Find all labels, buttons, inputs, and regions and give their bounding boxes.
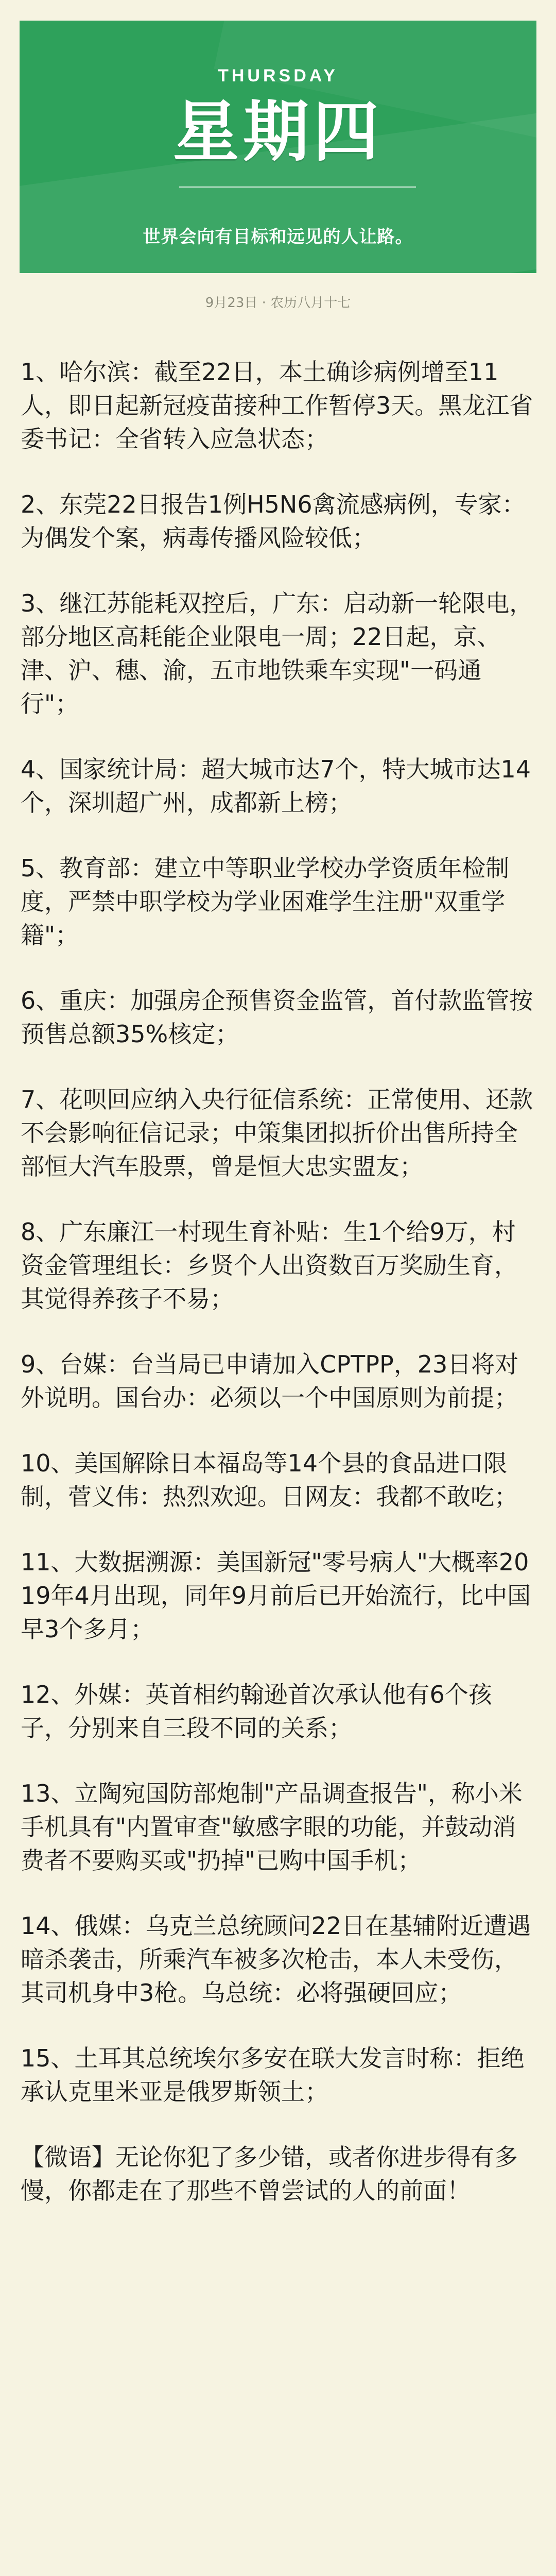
news-item-4: 4、国家统计局：超大城市达7个，特大城市达14个，深圳超广州，成都新上榜； [21,755,531,817]
slogan: 世界会向有目标和远见的人让路。 [143,227,413,247]
news-item-6: 6、重庆：加强房企预售资金监管，首付款监管按预售总额35%核定； [21,987,533,1048]
news-item-15: 15、土耳其总统埃尔多安在联大发言时称：拒绝承认克里米亚是俄罗斯领土； [21,2044,525,2106]
header-banner [20,21,536,273]
news-item-9: 9、台媒：台当局已申请加入CPTPP，23日将对外说明。国台办：必须以一个中国原则为前提； [21,1350,519,1412]
news-item-3: 3、继江苏能耗双控后，广东：启动新一轮限电，部分地区高耗能企业限电一周；22日起，京、津、沪、穗、渝，五市地铁乘车实现"一码通行"； [21,589,533,718]
daily-quote: 【微语】无论你犯了多少错，或者你进步得有多慢，你都走在了那些不曾尝试的人的前面！ [21,2143,518,2205]
news-item-2: 2、东莞22日报告1例H5N6禽流感病例，专家：为偶发个案，病毒传播风险较低； [21,490,526,552]
news-list [21,355,538,2208]
english-weekday: THURSDAY [218,66,338,86]
news-item-8: 8、广东廉江一村现生育补贴：生1个给9万，村资金管理组长：乡贤个人出资数百万奖励生育，其觉得养孩子不易； [21,1218,518,1313]
news-item-7: 7、花呗回应纳入央行征信系统：正常使用、还款不会影响征信记录；中策集团拟折价出售所持全部恒大汽车股票，曾是恒大忠实盟友； [21,1086,533,1180]
banner-divider [179,187,416,188]
news-item-13: 13、立陶宛国防部炮制"产品调查报告"，称小米手机具有"内置审查"敏感字眼的功能，并鼓动消费者不要购买或"扔掉"已购中国手机； [21,1780,523,1874]
news-item-14: 14、俄媒：乌克兰总统顾问22日在基辅附近遭遇暗杀袭击，所乘汽车被多次枪击，本人未受伤，其司机身中3枪。乌总统：必将强硬回应； [21,1912,531,2007]
chinese-weekday: 星期四 [172,94,383,171]
news-item-11: 11、大数据溯源：美国新冠"零号病人"大概率2019年4月出现，同年9月前后已开始流行，比中国早3个多月； [21,1548,531,1643]
news-item-5: 5、教育部：建立中等职业学校办学资质年检制度，严禁中职学校为学业困难学生注册"双重学籍"； [21,854,510,949]
news-item-1: 1、哈尔滨：截至22日，本土确诊病例增至11人，即日起新冠疫苗接种工作暂停3天。黑龙江省委书记：全省转入应急状态； [21,358,533,453]
news-item-10: 10、美国解除日本福岛等14个县的食品进口限制，菅义伟：热烈欢迎。日网友：我都不敢吃； [21,1449,518,1511]
date-line: 9月23日 · 农历八月十七 [205,295,351,311]
news-item-12: 12、外媒：英首相约翰逊首次承认他有6个孩子，分别来自三段不同的关系； [21,1681,492,1742]
